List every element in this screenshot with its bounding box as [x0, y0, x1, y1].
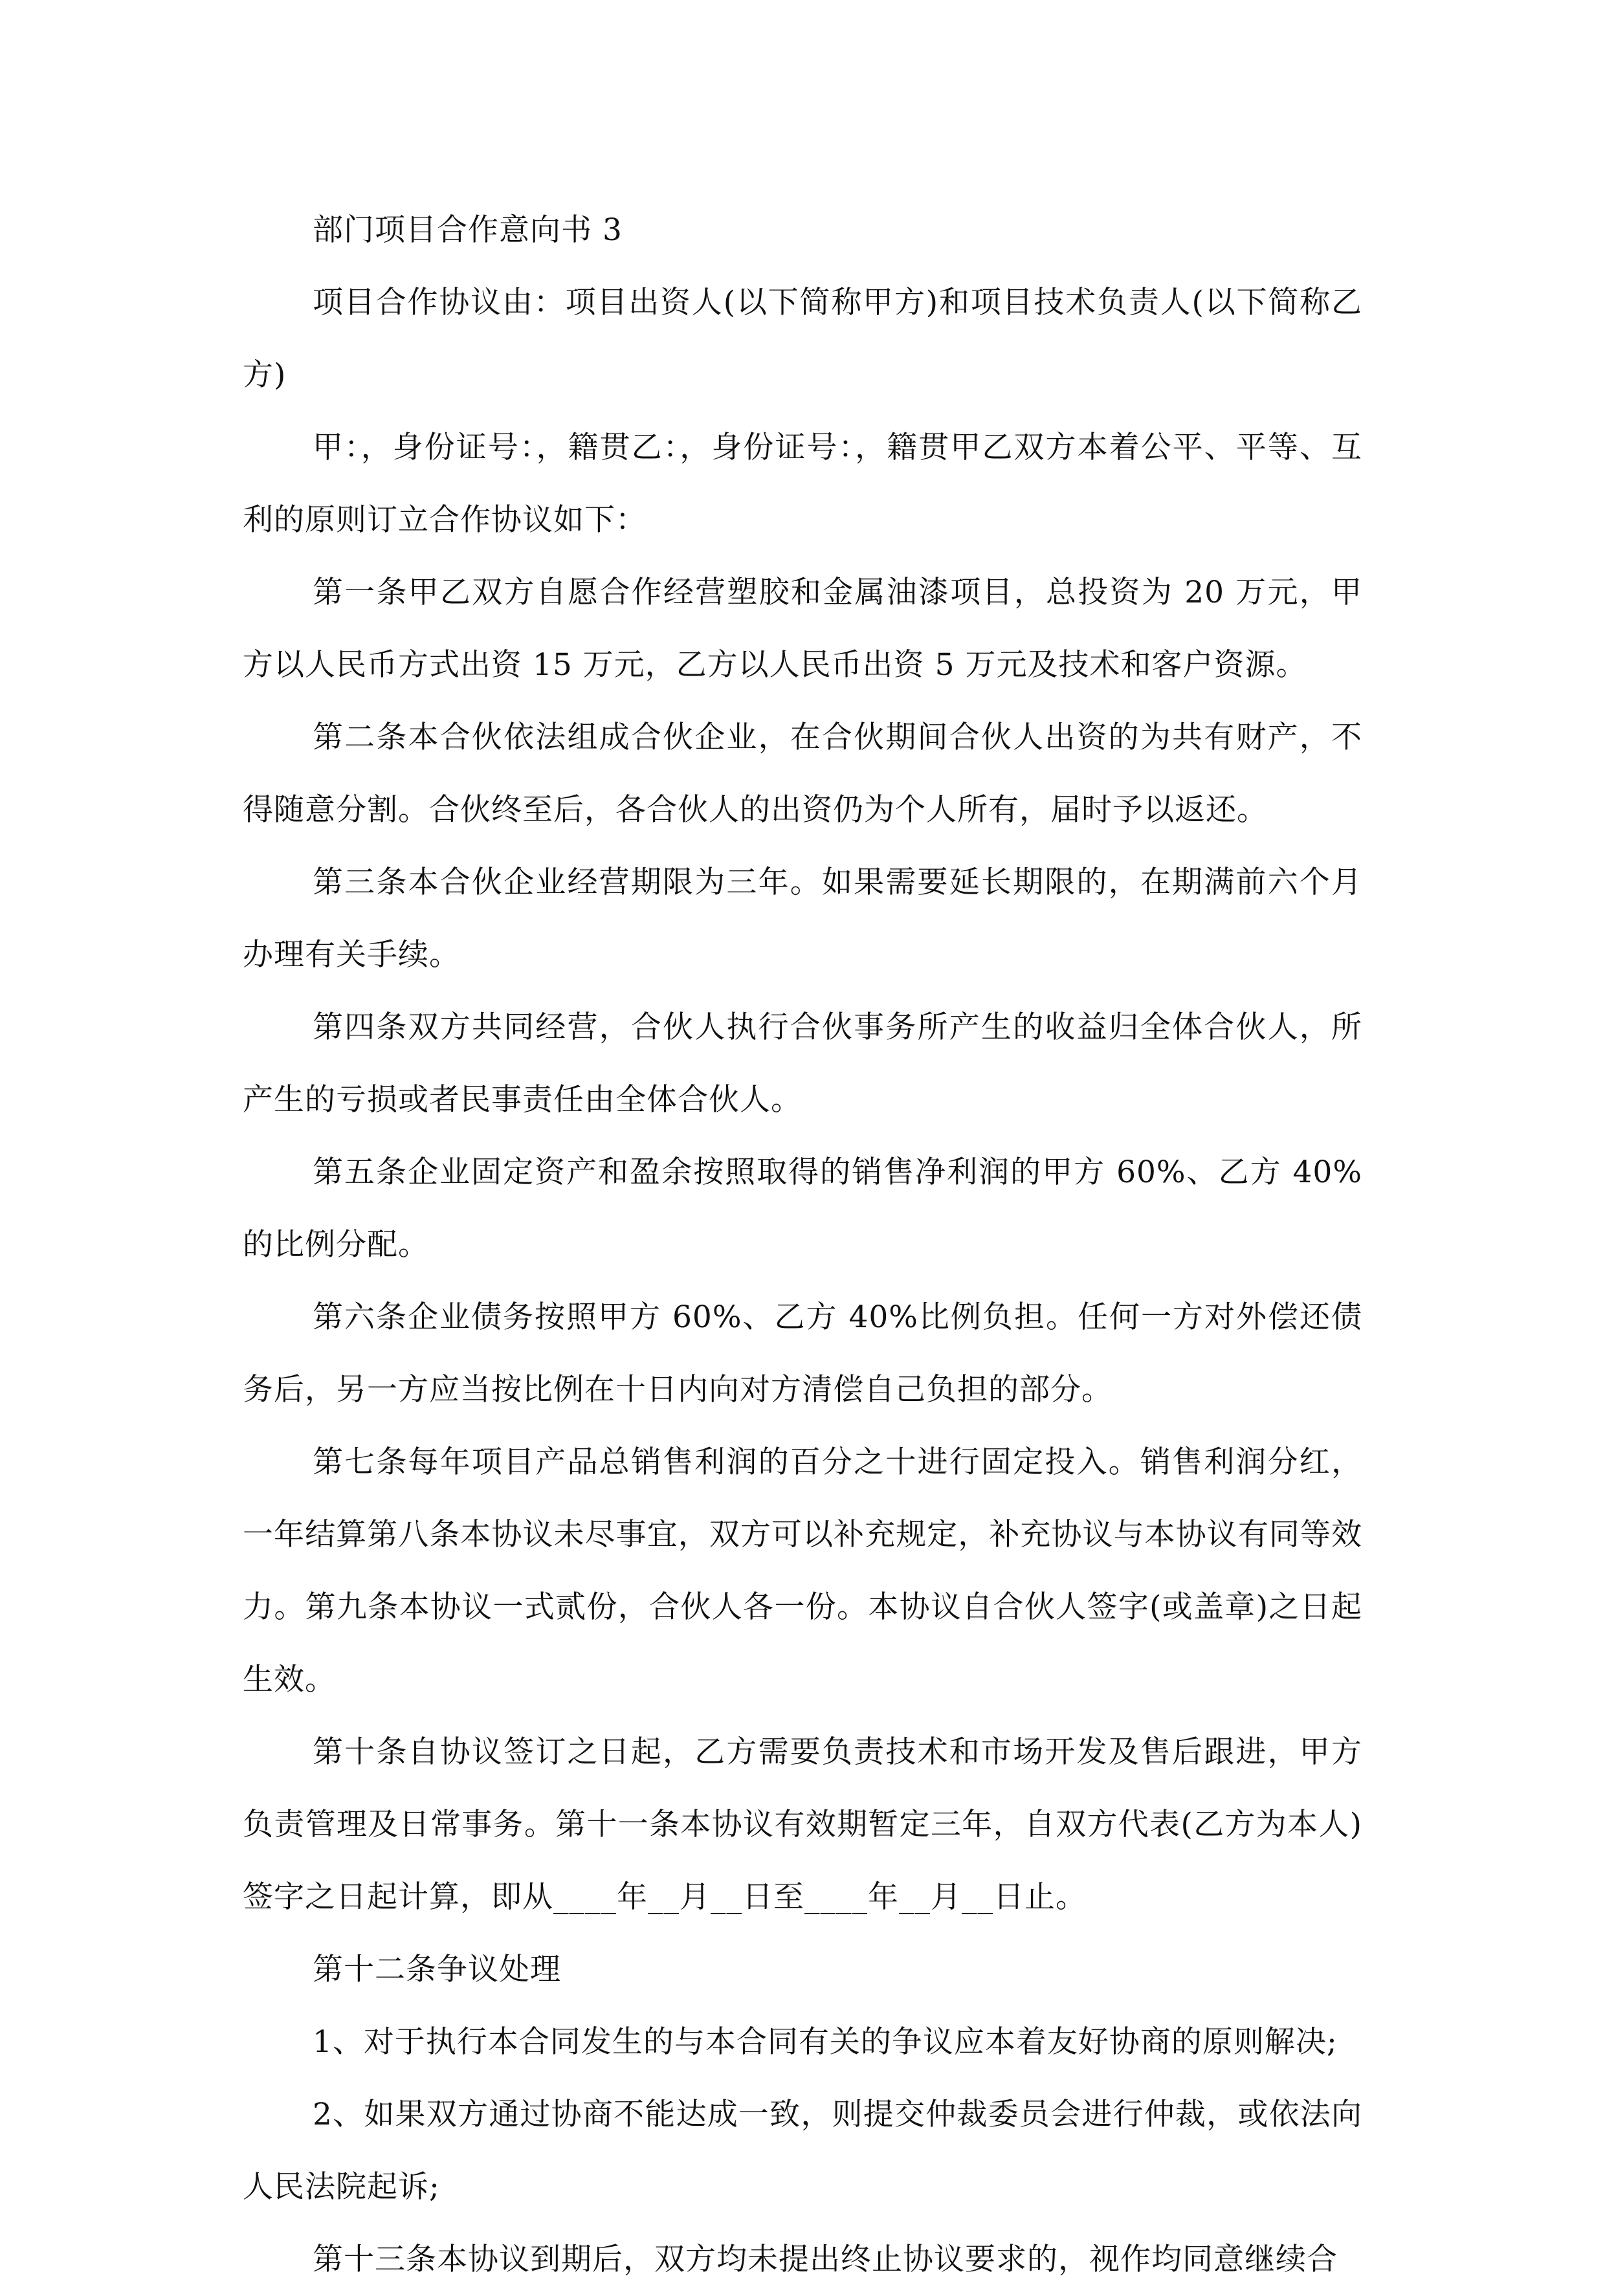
- paragraph-article-12: 第十二条争议处理: [313, 1952, 561, 1987]
- document-page: [243, 194, 1362, 2296]
- paragraph-article-10-11: 第十条自协议签订之日起，乙方需要负责技术和市场开发及售后跟进，甲方负责管理及日常事务。第十一条本协议有效期暂定三年，自双方代表(乙方为本人)签字之日起计算，即从____年__月__日至____年__月__日止。: [243, 1734, 1362, 1915]
- paragraph-parties: 甲：，身份证号：，籍贯乙：，身份证号：，籍贯甲乙双方本着公平、平等、互利的原则订立合作协议如下：: [243, 430, 1362, 538]
- paragraph-article-3: 第三条本合伙企业经营期限为三年。如果需要延长期限的，在期满前六个月办理有关手续。: [243, 865, 1362, 973]
- paragraph-intro: 项目合作协议由：项目出资人(以下简称甲方)和项目技术负责人(以下简称乙方): [243, 285, 1362, 393]
- paragraph-article-1: 第一条甲乙双方自愿合作经营塑胶和金属油漆项目，总投资为 20 万元，甲方以人民币方式出资 15 万元，乙方以人民币出资 5 万元及技术和客户资源。: [243, 575, 1362, 683]
- paragraph-article-5: 第五条企业固定资产和盈余按照取得的销售净利润的甲方 60%、乙方 40%的比例分配。: [243, 1154, 1362, 1263]
- document-title: 部门项目合作意向书 3: [313, 212, 623, 248]
- paragraph-article-2: 第二条本合伙依法组成合伙企业，在合伙期间合伙人出资的为共有财产，不得随意分割。合伙终至后，各合伙人的出资仍为个人所有，届时予以返还。: [243, 720, 1362, 828]
- paragraph-article-6: 第六条企业债务按照甲方 60%、乙方 40%比例负担。任何一方对外偿还债务后，另一方应当按比例在十日内向对方清偿自己负担的部分。: [243, 1299, 1362, 1407]
- paragraph-dispute-2: 2、如果双方通过协商不能达成一致，则提交仲裁委员会进行仲裁，或依法向人民法院起诉;: [243, 2097, 1362, 2205]
- paragraph-article-13: 第十三条本协议到期后，双方均未提出终止协议要求的，视作均同意继续合: [313, 2242, 1338, 2277]
- paragraph-article-7-9: 第七条每年项目产品总销售利润的百分之十进行固定投入。销售利润分红，一年结算第八条本协议未尽事宜，双方可以补充规定，补充协议与本协议有同等效力。第九条本协议一式贰份，合伙人各一份。本协议自合伙人签字(或盖章)之日起生效。: [243, 1444, 1362, 1697]
- paragraph-article-4: 第四条双方共同经营，合伙人执行合伙事务所产生的收益归全体合伙人，所产生的亏损或者民事责任由全体合伙人。: [243, 1010, 1362, 1118]
- paragraph-dispute-1: 1、对于执行本合同发生的与本合同有关的争议应本着友好协商的原则解决;: [313, 2024, 1338, 2060]
